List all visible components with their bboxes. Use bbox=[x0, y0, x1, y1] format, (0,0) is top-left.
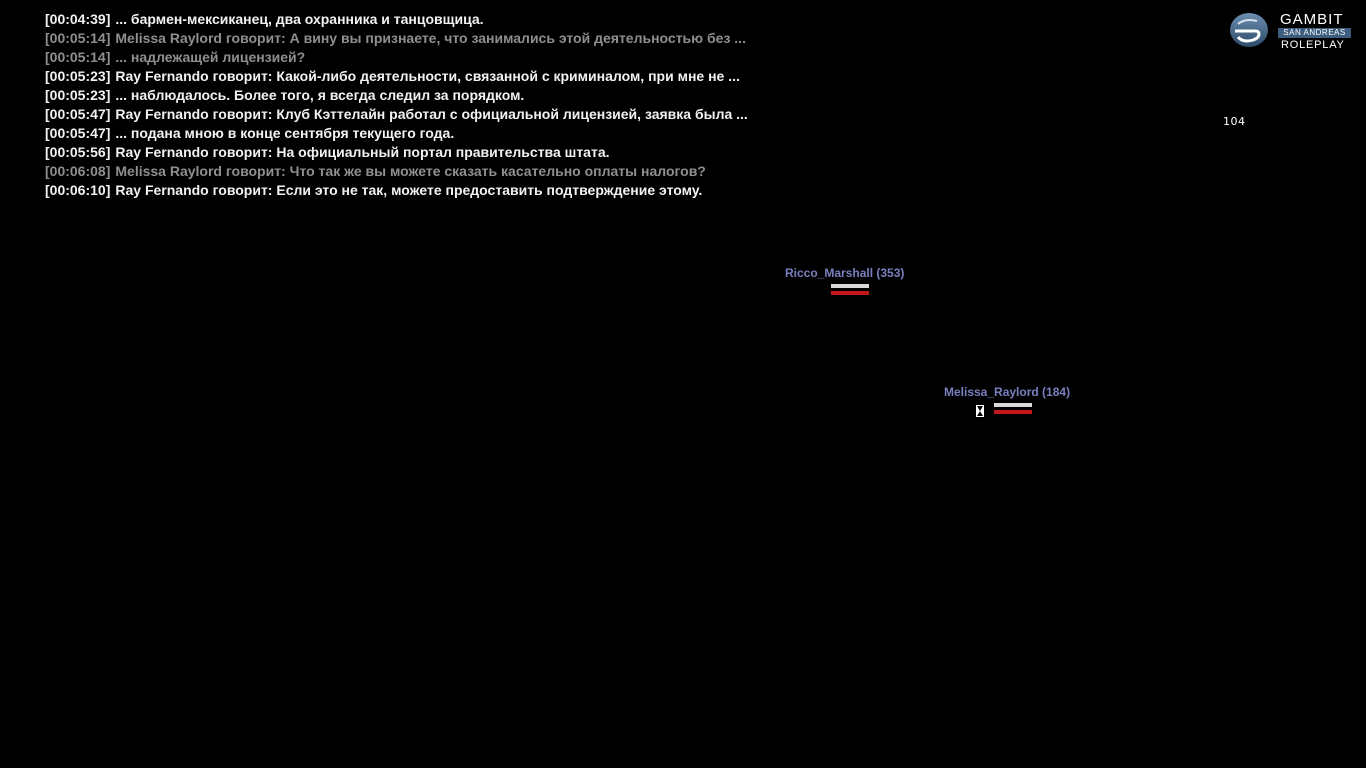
health-bar bbox=[830, 290, 870, 296]
gambit-logo-icon bbox=[1229, 12, 1269, 48]
chat-line bbox=[45, 124, 1145, 143]
hourglass-icon bbox=[975, 404, 985, 418]
chat-timestamp: [00:05:14] bbox=[45, 49, 111, 65]
logo-tagline: ROLEPLAY bbox=[1281, 39, 1345, 51]
chat-message: Ray Fernando говорит: Какой-либо деятельности, связанной с криминалом, при мне не ... bbox=[115, 68, 740, 84]
fps-counter: 104 bbox=[1223, 115, 1246, 128]
chat-timestamp: [00:05:47] bbox=[45, 106, 111, 122]
chat-line bbox=[45, 162, 1145, 181]
chat-timestamp: [00:04:39] bbox=[45, 11, 111, 27]
chat-log bbox=[45, 10, 1145, 200]
chat-line bbox=[45, 143, 1145, 162]
chat-timestamp: [00:05:14] bbox=[45, 30, 111, 46]
player-nametag: Melissa_Raylord (184) bbox=[944, 385, 1071, 399]
armor-bar bbox=[993, 402, 1033, 408]
chat-message: Ray Fernando говорит: Если это не так, можете предоставить подтверждение этому. bbox=[115, 182, 703, 198]
chat-line bbox=[45, 29, 1145, 48]
logo-title: GAMBIT bbox=[1280, 11, 1344, 28]
chat-timestamp: [00:05:47] bbox=[45, 125, 111, 141]
chat-message: Melissa Raylord говорит: А вину вы признаете, что занимались этой деятельностью без ... bbox=[115, 30, 746, 46]
chat-line bbox=[45, 67, 1145, 86]
chat-message: Ray Fernando говорит: На официальный портал правительства штата. bbox=[115, 144, 610, 160]
logo-subtitle: SAN ANDREAS bbox=[1278, 28, 1351, 38]
player-nametag: Ricco_Marshall (353) bbox=[785, 266, 905, 280]
server-logo bbox=[1229, 12, 1353, 52]
chat-timestamp: [00:06:10] bbox=[45, 182, 111, 198]
health-bar bbox=[993, 409, 1033, 415]
chat-line bbox=[45, 48, 1145, 67]
chat-message: ... надлежащей лицензией? bbox=[115, 49, 306, 65]
chat-timestamp: [00:05:23] bbox=[45, 87, 111, 103]
chat-line bbox=[45, 10, 1145, 29]
chat-message: Ray Fernando говорит: Клуб Кэттелайн работал с официальной лицензией, заявка была ... bbox=[115, 106, 748, 122]
chat-message: ... бармен-мексиканец, два охранника и танцовщица. bbox=[115, 11, 484, 27]
chat-timestamp: [00:06:08] bbox=[45, 163, 111, 179]
chat-message: ... наблюдалось. Более того, я всегда следил за порядком. bbox=[115, 87, 525, 103]
chat-line bbox=[45, 181, 1145, 200]
chat-timestamp: [00:05:23] bbox=[45, 68, 111, 84]
armor-bar bbox=[830, 283, 870, 289]
chat-message: Melissa Raylord говорит: Что так же вы можете сказать касательно оплаты налогов? bbox=[115, 163, 706, 179]
chat-message: ... подана мною в конце сентября текущего года. bbox=[115, 125, 455, 141]
chat-line bbox=[45, 105, 1145, 124]
chat-timestamp: [00:05:56] bbox=[45, 144, 111, 160]
chat-line bbox=[45, 86, 1145, 105]
